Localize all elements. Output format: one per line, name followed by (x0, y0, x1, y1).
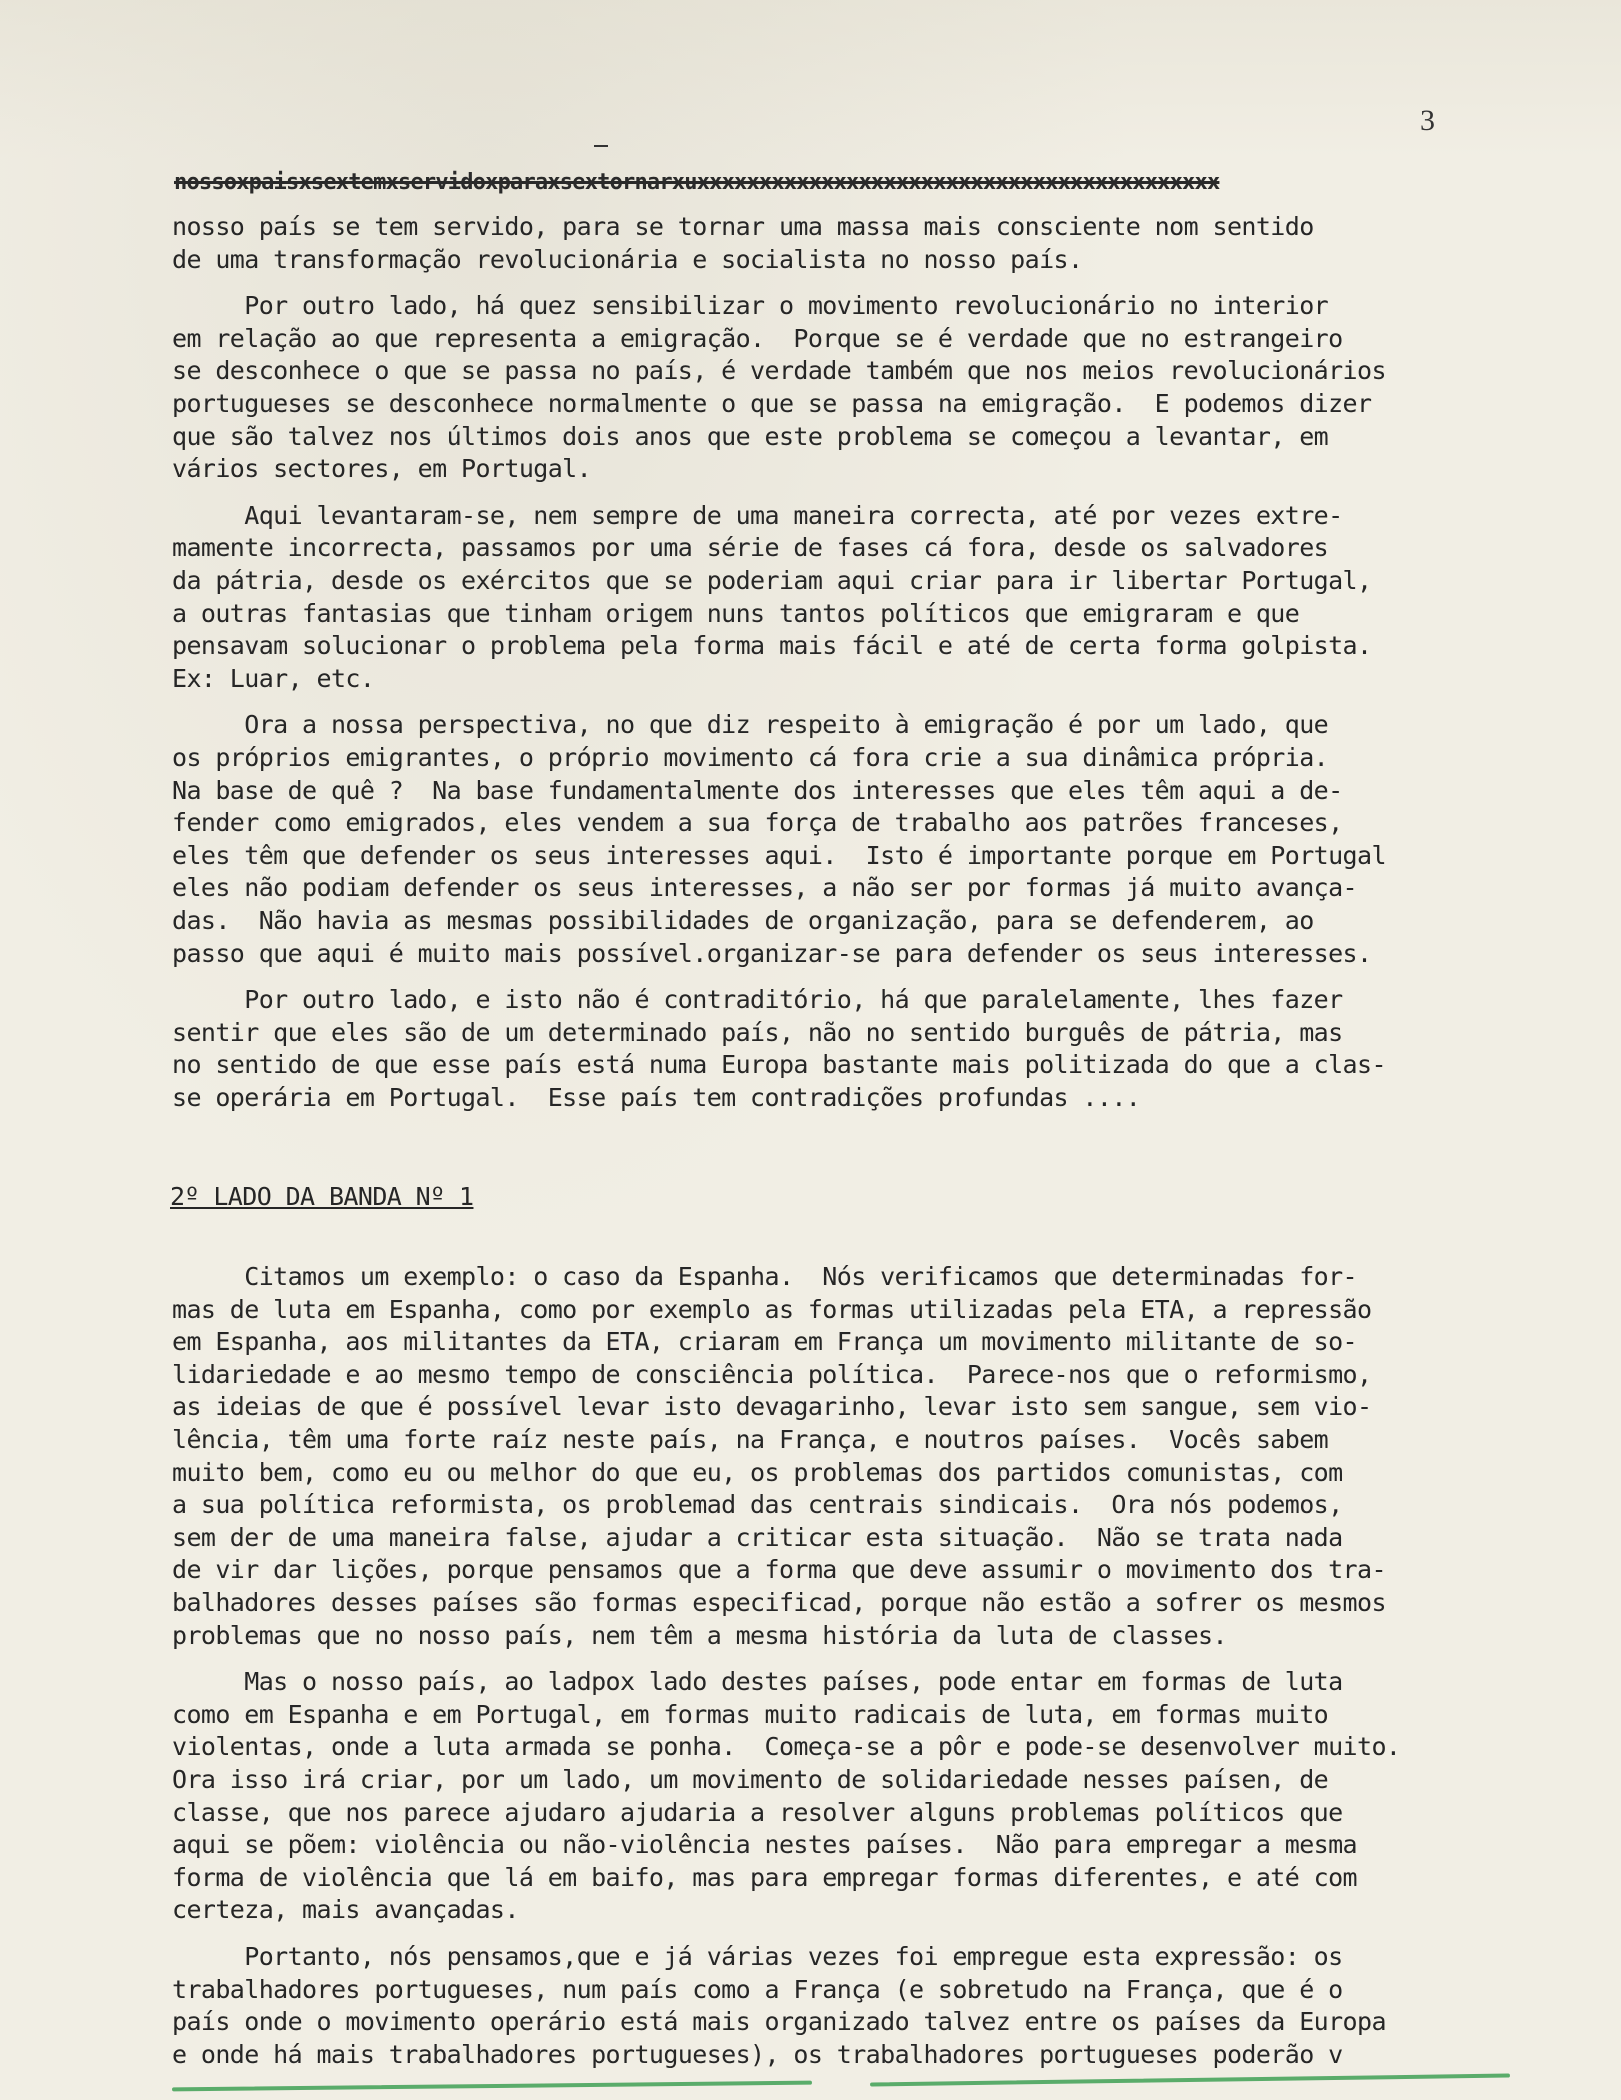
text-line: da pátria, desde os exércitos que se poderiam aqui criar para ir libertar Portugal, (172, 566, 1372, 595)
text-line: Citamos um exemplo: o caso da Espanha. Nós verificamos que determinadas for- (172, 1262, 1358, 1291)
text-line: se desconhece o que se passa no país, é verdade também que nos meios revolucionários (172, 356, 1386, 386)
text-line: classe, que nos parece ajudaro ajudaria a resolver alguns problemas políticos que (172, 1797, 1343, 1827)
text-line: mas de luta em Espanha, como por exemplo as formas utilizadas pela ETA, a repressão (172, 1294, 1372, 1324)
text-line: Ora isso irá criar, por um lado, um movimento de solidariedade nesses paísen, de (172, 1765, 1329, 1794)
text-line: eles têm que defender os seus interesses aqui. Isto é importante porque em Portugal (172, 840, 1386, 870)
text-line: a sua política reformista, os problemad das centrais sindicais. Ora nós podemos, (172, 1490, 1343, 1520)
text-line: trabalhadores portugueses, num país como a França (e sobretudo na França, que é o (172, 1974, 1343, 2004)
text-line: violentas, onde a luta armada se ponha. Começa-se a pôr e pode-se desenvolver muito. (172, 1732, 1401, 1762)
text-line: passo que aqui é muito mais possível.organizar-se para defender os seus interesses. (172, 938, 1372, 968)
text-line: em Espanha, aos militantes da ETA, criaram em França um movimento militante de so- (172, 1327, 1358, 1357)
text-line: lência, têm uma forte raíz neste país, na França, e noutros países. Vocês sabem (172, 1425, 1329, 1454)
struck-out-line: nossoxpaisxsextemxservidoxparaxsextornarxuxxxxxxxxxxxxxxxxxxxxxxxxxxxxxxxxxxxxxxxxxx (174, 170, 1220, 195)
text-line: muito bem, como eu ou melhor do que eu, os problemas dos partidos comunistas, com (172, 1457, 1343, 1487)
text-line: balhadores desses países são formas especificad, porque não estão a sofrer os mesmos (172, 1588, 1386, 1617)
page-number: 3 (1420, 104, 1435, 137)
text-line: pensavam solucionar o problema pela forma mais fácil e até de certa forma golpista. (172, 631, 1372, 661)
text-line: vários sectores, em Portugal. (172, 454, 592, 484)
text-line: fender como emigrados, eles vendem a sua força de trabalho aos patrões franceses, (172, 808, 1343, 838)
text-line: nosso país se tem servido, para se tornar uma massa mais consciente nom sentido (172, 212, 1314, 241)
text-line: como em Espanha e em Portugal, em formas muito radicais de luta, em formas muito (172, 1699, 1329, 1729)
section-heading: 2º LADO DA BANDA Nº 1 (170, 1182, 474, 1211)
text-line: eles não podiam defender os seus interesses, a não ser por formas já muito avança- (172, 873, 1358, 903)
text-line: Mas o nosso país, ao ladpox lado destes países, pode entar em formas de luta (172, 1667, 1343, 1697)
text-line: país onde o movimento operário está mais organizado talvez entre os países da Europa (172, 2007, 1386, 2037)
text-line: Aqui levantaram-se, nem sempre de uma maneira correcta, até por vezes extre- (172, 500, 1343, 530)
text-line: lidariedade e ao mesmo tempo de consciência política. Parece-nos que o reformismo, (172, 1359, 1372, 1389)
highlighter-mark (870, 2074, 1510, 2087)
text-line: sentir que eles são de um determinado país, não no sentido burguês de pátria, mas (172, 1017, 1343, 1047)
text-line: mamente incorrecta, passamos por uma série de fases cá fora, desde os salvadores (172, 533, 1329, 563)
text-line: das. Não havia as mesmas possibilidades de organização, para se defenderem, ao (172, 906, 1314, 935)
text-line: que são talvez nos últimos dois anos que este problema se começou a levantar, em (172, 421, 1329, 451)
text-line: portugueses se desconhece normalmente o que se passa na emigração. E podemos dizer (172, 389, 1372, 418)
text-line: forma de violência que lá em baifo, mas para empregar formas diferentes, e até com (172, 1862, 1358, 1892)
text-line: de uma transformação revolucionária e socialista no nosso país. (172, 244, 1083, 274)
margin-dash (594, 145, 608, 147)
text-line: Portanto, nós pensamos,que e já várias vezes foi empregue esta expressão: os (172, 1942, 1343, 1971)
text-line: Por outro lado, há quez sensibilizar o movimento revolucionário no interior (172, 291, 1329, 321)
text-line: no sentido de que esse país está numa Europa bastante mais politizada do que a clas- (172, 1050, 1386, 1080)
text-line: problemas que no nosso país, nem têm a mesma história da luta de classes. (172, 1620, 1227, 1650)
text-line: a outras fantasias que tinham origem nuns tantos políticos que emigraram e que (172, 598, 1300, 628)
text-line: certeza, mais avançadas. (172, 1895, 519, 1925)
highlighter-mark (172, 2081, 812, 2092)
text-line: as ideias de que é possível levar isto devagarinho, levar isto sem sangue, sem vio- (172, 1392, 1372, 1422)
text-line: sem der de uma maneira false, ajudar a criticar esta situação. Não se trata nada (172, 1522, 1343, 1552)
text-line: se operária em Portugal. Esse país tem contradições profundas .... (172, 1083, 1141, 1112)
text-line: em relação ao que representa a emigração. Porque se é verdade que no estrangeiro (172, 323, 1343, 353)
text-line: Ora a nossa perspectiva, no que diz respeito à emigração é por um lado, que (172, 710, 1329, 740)
text-line: aqui se põem: violência ou não-violência nestes países. Não para empregar a mesma (172, 1830, 1358, 1860)
text-line: Ex: Luar, etc. (172, 663, 375, 693)
text-line: e onde há mais trabalhadores portugueses), os trabalhadores portugueses poderão v (172, 2039, 1343, 2069)
text-line: Por outro lado, e isto não é contraditório, há que paralelamente, lhes fazer (172, 985, 1343, 1015)
text-line: de vir dar lições, porque pensamos que a forma que deve assumir o movimento dos tra- (172, 1555, 1386, 1585)
text-line: Na base de quê ? Na base fundamentalmente dos interesses que eles têm aqui a de- (172, 775, 1343, 805)
text-line: os próprios emigrantes, o próprio movimento cá fora crie a sua dinâmica própria. (172, 743, 1329, 772)
